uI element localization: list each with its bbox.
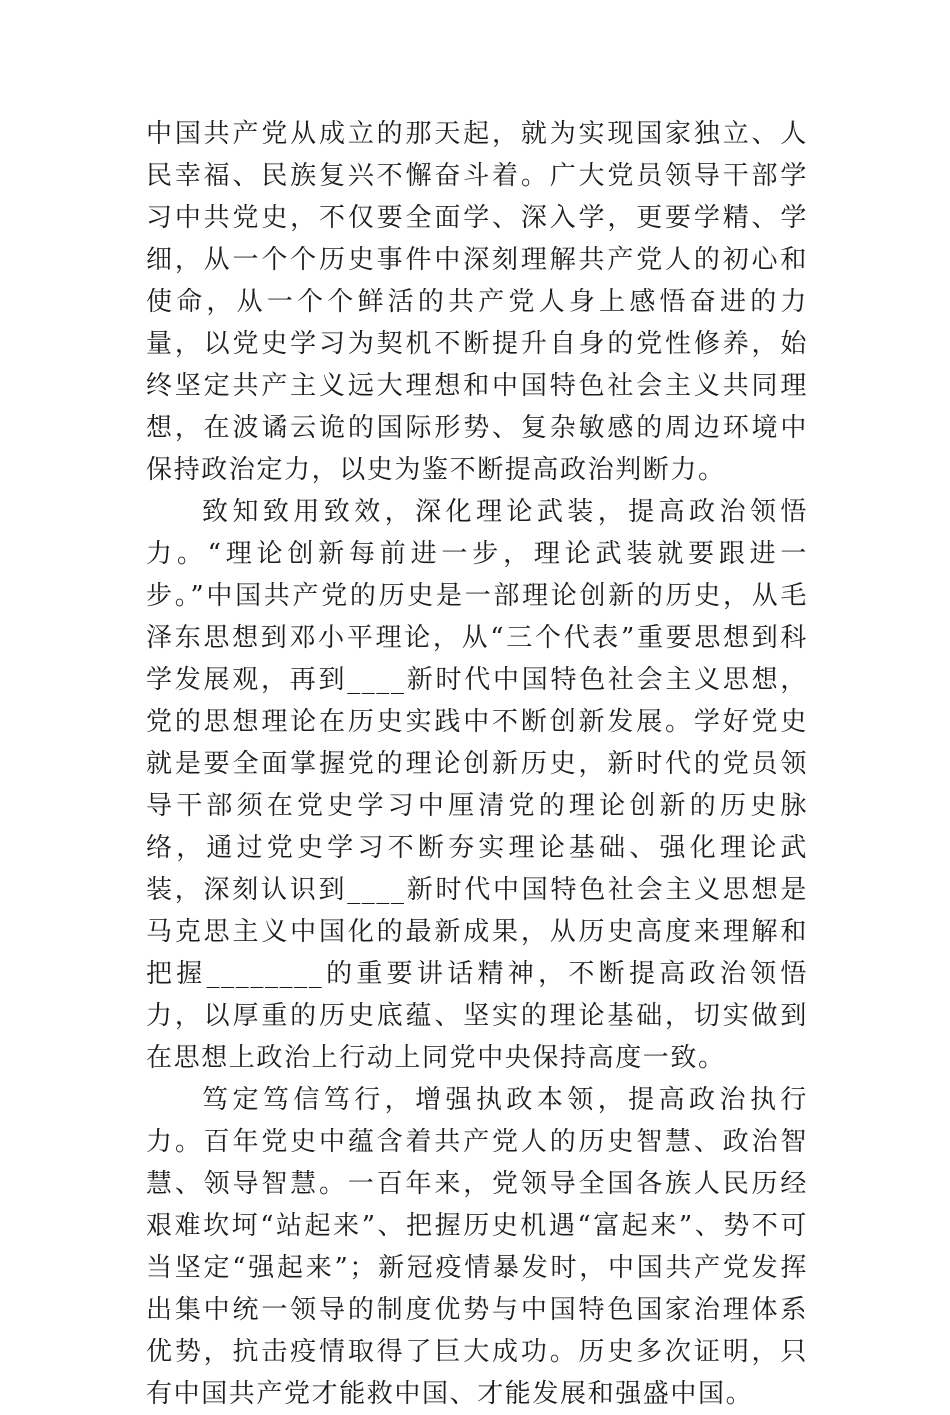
body-text <box>146 113 808 1415</box>
paragraph-1: 中国共产党从成立的那天起，就为实现国家独立、人民幸福、民族复兴不懈奋斗着。广大党员领导干部学习中共党史，不仅要全面学、深入学，更要学精、学细，从一个个历史事件中深刻理解共产党人的初心和使命，从一个个鲜活的共产党人身上感悟奋进的力量，以党史学习为契机不断提升自身的党性修养，始终坚定共产主义远大理想和中国特色社会主义共同理想，在波谲云诡的国际形势、复杂敏感的周边环境中保持政治定力，以史为鉴不断提高政治判断力。 <box>146 119 808 485</box>
paragraph-3: 笃定笃信笃行，增强执政本领，提高政治执行力。百年党史中蕴含着共产党人的历史智慧、政治智慧、领导智慧。一百年来，党领导全国各族人民历经艰难坎坷“站起来”、把握历史机遇“富起来”、势不可当坚定“强起来”；新冠疫情暴发时，中国共产党发挥出集中统一领导的制度优势与中国特色国家治理体系优势，抗击疫情取得了巨大成功。历史多次证明，只有中国共产党才能救中国、才能发展和强盛中国。 <box>146 1085 808 1409</box>
paragraph-2: 致知致用致效，深化理论武装，提高政治领悟力。“理论创新每前进一步，理论武装就要跟进一步。”中国共产党的历史是一部理论创新的历史，从毛泽东思想到邓小平理论，从“三个代表”重要思想到科学发展观，再到____新时代中国特色社会主义思想，党的思想理论在历史实践中不断创新发展。学好党史就是要全面掌握党的理论创新历史，新时代的党员领导干部须在党史学习中厘清党的理论创新的历史脉络，通过党史学习不断夯实理论基础、强化理论武装，深刻认识到____新时代中国特色社会主义思想是马克思主义中国化的最新成果，从历史高度来理解和把握________的重要讲话精神，不断提高政治领悟力，以厚重的历史底蕴、坚实的理论基础，切实做到在思想上政治上行动上同党中央保持高度一致。 <box>146 497 809 1073</box>
